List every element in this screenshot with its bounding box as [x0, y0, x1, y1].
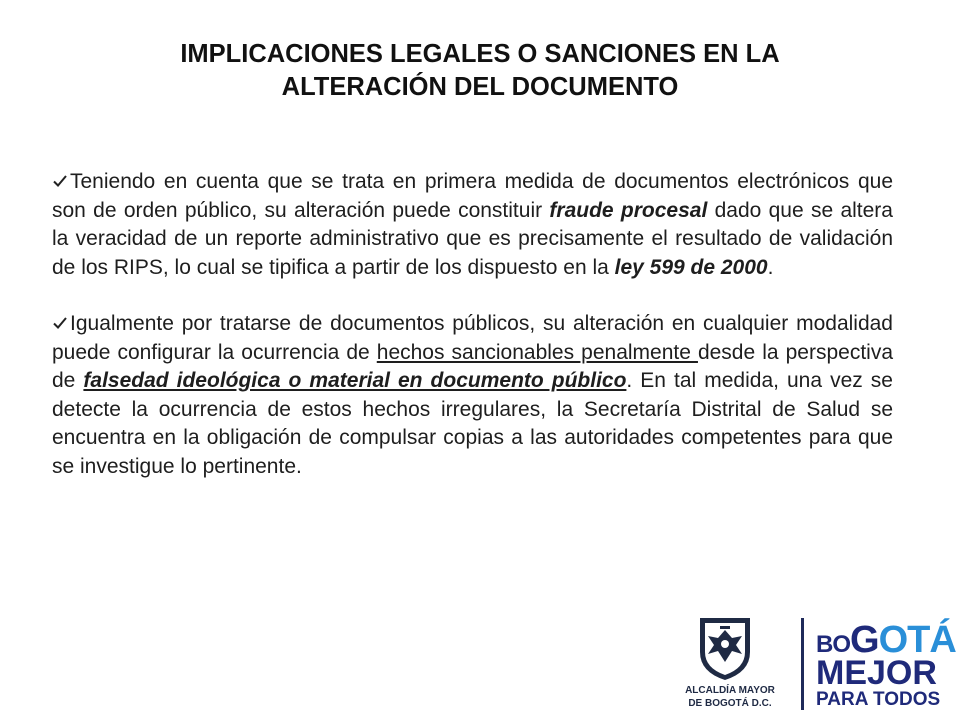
para2-text-3: . En tal medida, una vez se detecte la ocurrencia de estos hechos irregulares, la Secretaría Distrital de Salud se encuentra en la obligación de compulsar copias a las autoridades competentes para que se investigue lo pertinente. — [52, 369, 893, 478]
logo-g: G — [850, 619, 879, 661]
title-line-1: IMPLICACIONES LEGALES O SANCIONES EN LA — [180, 40, 780, 68]
logo-divider — [801, 618, 804, 710]
page-title — [60, 38, 900, 104]
para1-text-2: dado que se altera la veracidad de un reporte administrativo que es precisamente el resultado de validación de los RIPS, lo cual se tipifica a partir de los dispuesto en la — [52, 198, 893, 279]
logo-bo: BO — [816, 631, 850, 658]
paragraph-1 — [52, 168, 893, 282]
document-body — [52, 168, 893, 509]
footer-logos — [680, 612, 956, 716]
bogota-coat-of-arms-icon — [690, 614, 760, 682]
para1-emphasis-fraude: fraude procesal — [549, 198, 708, 222]
logo-ota: OTÁ — [878, 619, 956, 661]
alcaldia-logo-text — [680, 684, 780, 710]
checkmark-icon — [52, 173, 68, 189]
para1-text-1: Teniendo en cuenta que se trata en primera medida de documentos electrónicos que son de orden público, su alteración puede constituir — [52, 170, 893, 222]
paragraph-2 — [52, 310, 893, 481]
checkmark-icon — [52, 315, 68, 331]
alcaldia-line-2: DE BOGOTÁ D.C. — [688, 698, 772, 709]
para2-text-2: desde la perspectiva de — [52, 340, 893, 392]
para1-text-3: . — [767, 255, 774, 279]
title-line-2: ALTERACIÓN DEL DOCUMENTO — [281, 73, 679, 101]
logo-mejor-word: MEJOR — [816, 654, 937, 692]
alcaldia-line-1: ALCALDÍA MAYOR — [685, 685, 775, 696]
para2-text-1: Igualmente por tratarse de documentos públicos, su alteración en cualquier modalidad puede configurar la ocurrencia de — [52, 312, 893, 364]
bogota-mejor-para-todos-logo — [816, 612, 956, 716]
para2-underlined-hechos: hechos sancionables penalmente — [376, 340, 698, 364]
logo-para-todos-word: PARA TODOS — [816, 689, 941, 710]
para1-emphasis-ley: ley 599 de 2000 — [614, 255, 768, 279]
para2-emphasis-falsedad: falsedad ideológica o material en documento público — [83, 369, 627, 392]
